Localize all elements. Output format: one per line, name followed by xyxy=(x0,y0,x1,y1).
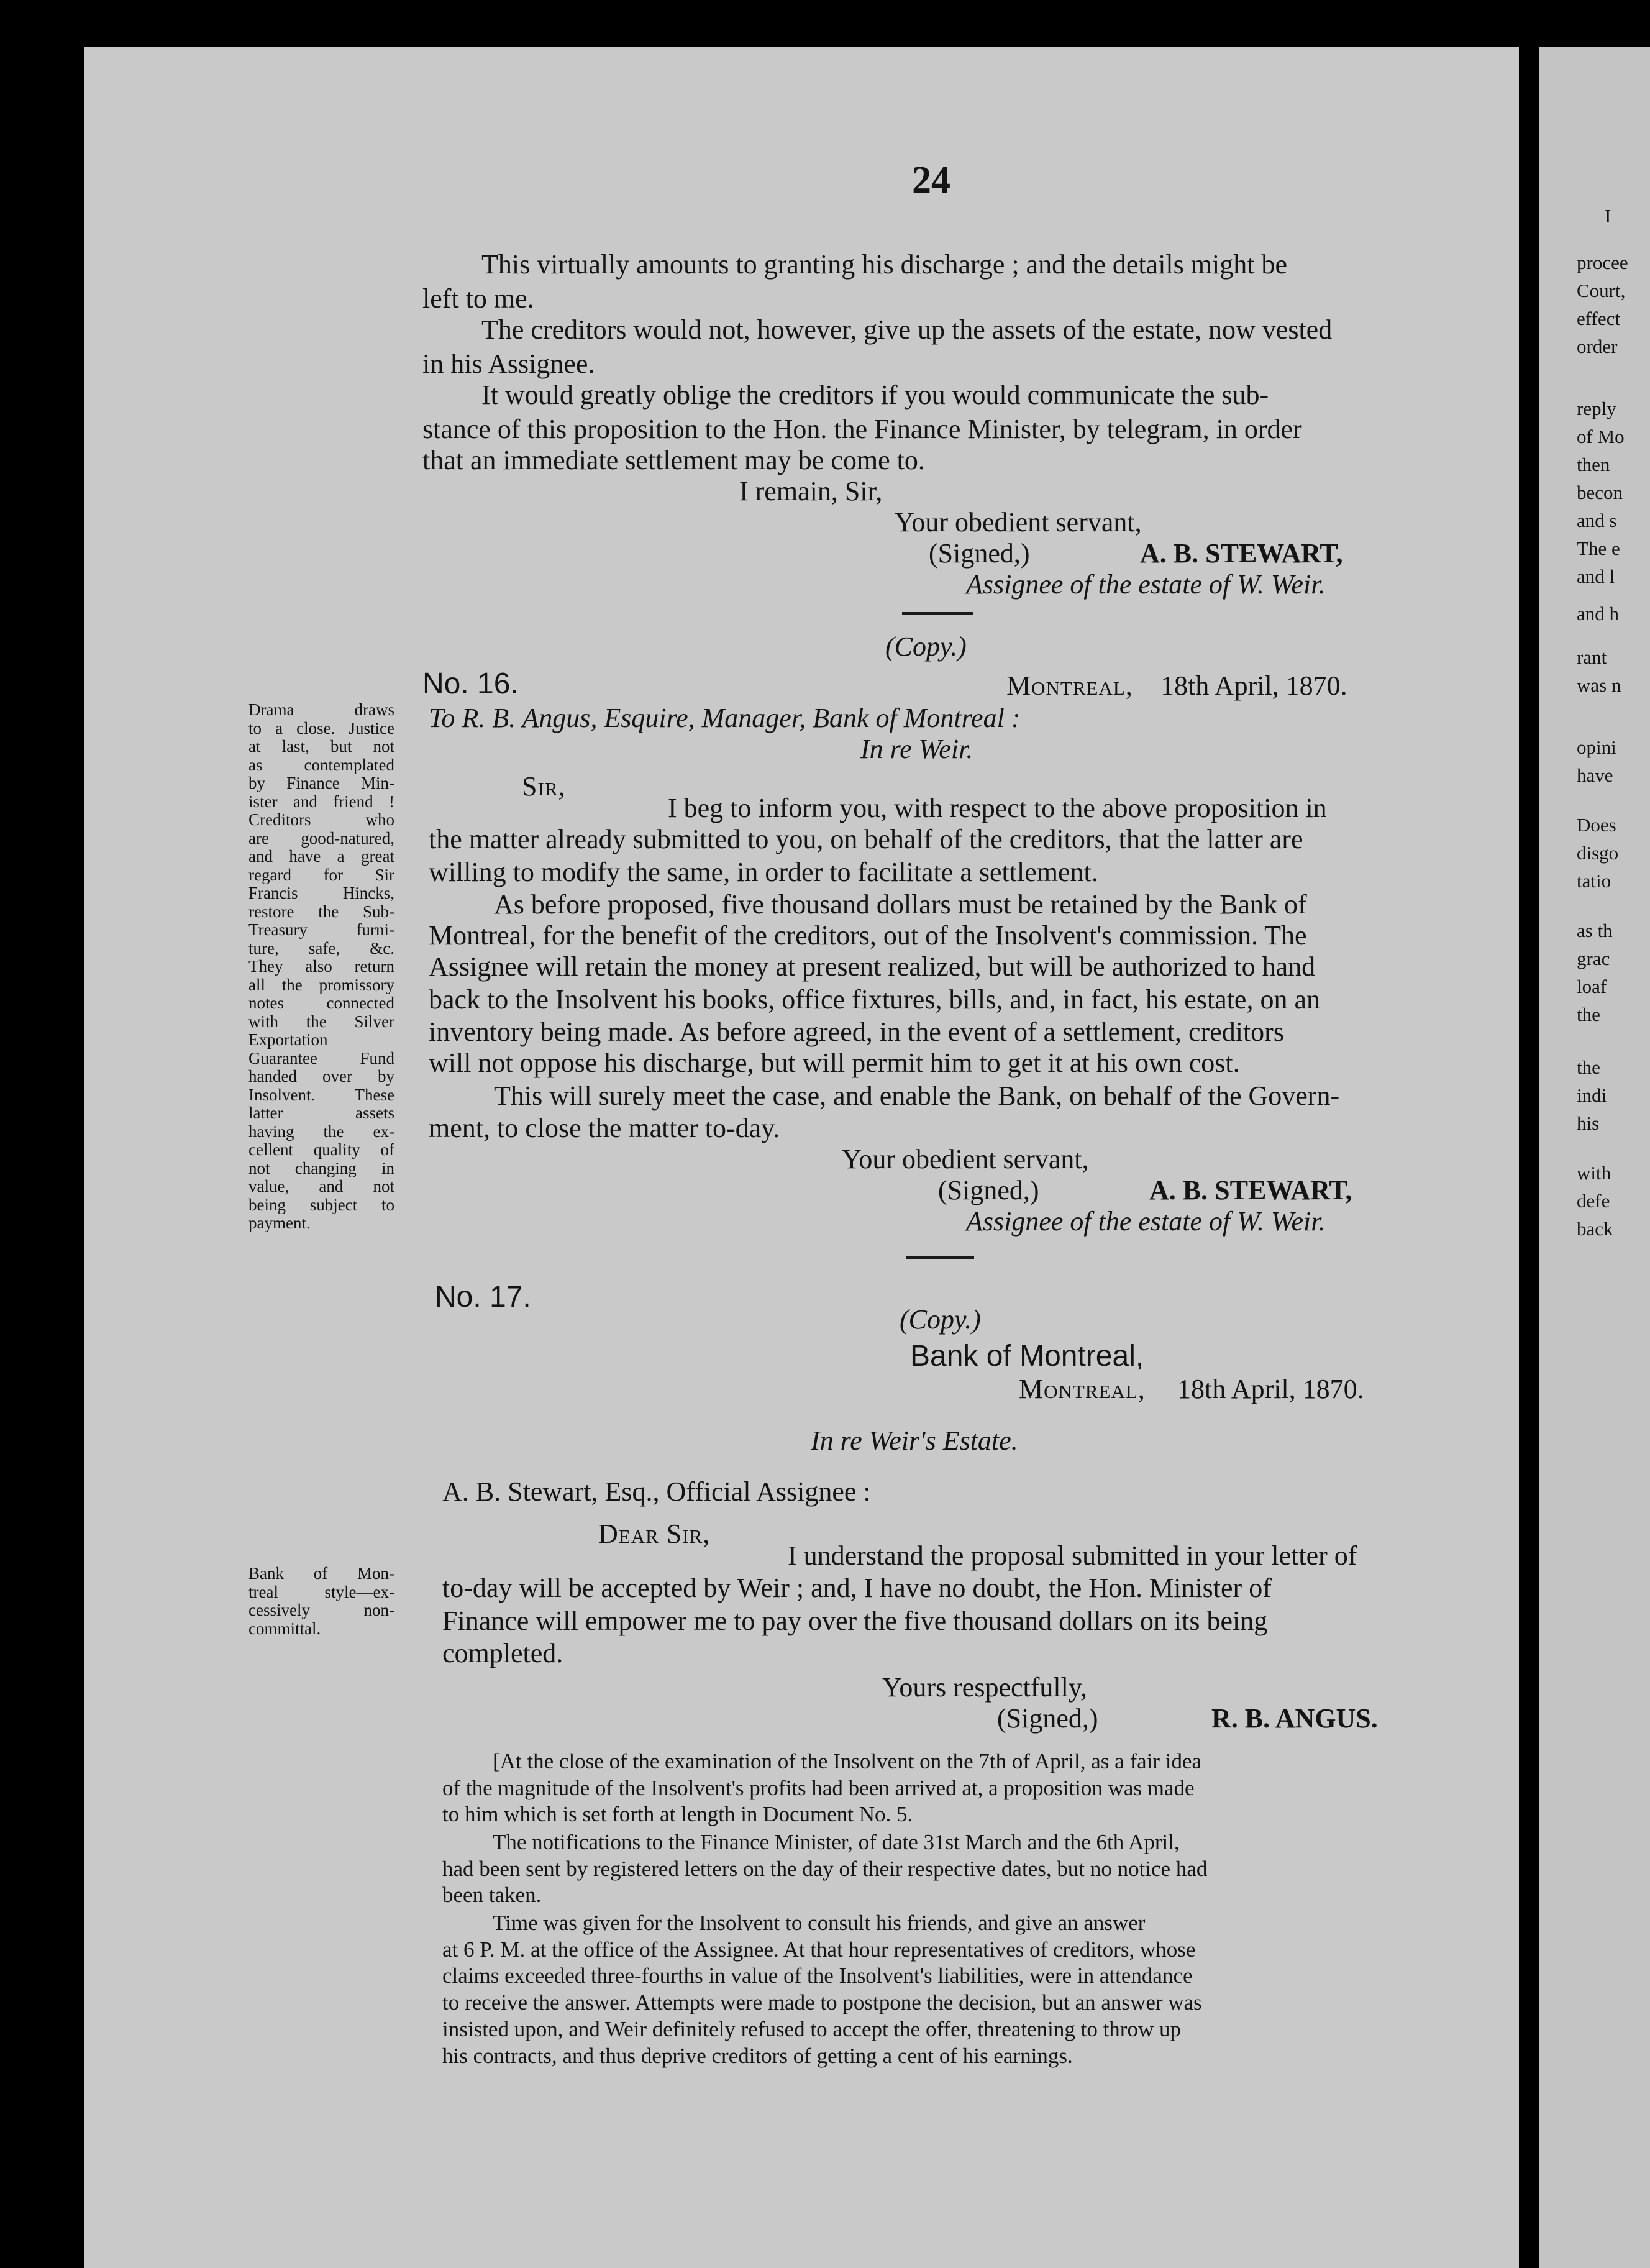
margin-line: committal. xyxy=(248,1619,321,1638)
fragment-line: rant xyxy=(1577,646,1607,668)
fragment-line: Court, xyxy=(1577,280,1626,301)
text-line: Montreal, for the benefit of the creditors, out of the Insolvent's commission. The xyxy=(429,920,1307,951)
salutation: Sir, xyxy=(522,771,566,802)
signatory-name: A. B. STEWART, xyxy=(1149,1175,1352,1205)
text-line: willing to modify the same, in order to facilitate a settlement. xyxy=(429,857,1098,887)
closing-remain: I remain, Sir, xyxy=(739,476,883,506)
fragment-line: opini xyxy=(1577,736,1616,758)
closing-respectfully: Yours respectfully, xyxy=(882,1672,1087,1703)
fragment-line: and l xyxy=(1577,565,1615,587)
text-line: stance of this proposition to the Hon. the Finance Minister, by telegram, in order xyxy=(422,414,1302,444)
note-line: to receive the answer. Attempts were made to postpone the decision, but an answer was xyxy=(442,1990,1202,2014)
signed-label: (Signed,) xyxy=(929,538,1030,569)
fragment-line: back xyxy=(1577,1218,1613,1240)
margin-line: They also return xyxy=(248,957,394,976)
fragment-line: The e xyxy=(1577,537,1620,559)
margin-line: Insolvent. These xyxy=(248,1085,394,1104)
page-number: 24 xyxy=(912,159,950,201)
fragment-line: order xyxy=(1577,336,1618,357)
margin-line: by Finance Min- xyxy=(248,774,394,792)
text-line: to-day will be accepted by Weir ; and, I have no doubt, the Hon. Minister of xyxy=(442,1573,1272,1603)
note-line: [At the close of the examination of the Insolvent on the 7th of April, as a fair idea xyxy=(493,1749,1202,1773)
fragment-line: as th xyxy=(1577,920,1613,941)
margin-line: Creditors who xyxy=(248,810,394,829)
text-line: back to the Insolvent his books, office fixtures, bills, and, in fact, his estate, on an xyxy=(429,984,1320,1015)
text-line: will not oppose his discharge, but will permit him to get it at his own cost. xyxy=(429,1048,1240,1078)
margin-line: cessively non- xyxy=(248,1601,394,1619)
fragment-line: was n xyxy=(1577,674,1621,696)
fragment-line: have xyxy=(1577,764,1613,786)
text-line: that an immediate settlement may be come to. xyxy=(422,445,925,475)
bank-heading: Bank of Montreal, xyxy=(910,1340,1144,1373)
fragment-line: indi xyxy=(1577,1084,1607,1106)
fragment-line: his xyxy=(1577,1112,1600,1134)
margin-line: payment. xyxy=(248,1214,311,1232)
text-line: completed. xyxy=(442,1638,563,1668)
closing-servant: Your obedient servant, xyxy=(895,507,1142,537)
signatory-name: R. B. ANGUS. xyxy=(1211,1703,1378,1734)
fragment-line: the xyxy=(1577,1056,1600,1078)
margin-line: Bank of Mon- xyxy=(248,1564,394,1583)
margin-line: ister and friend ! xyxy=(248,792,394,811)
divider-rule xyxy=(906,1256,974,1259)
text-line: in his Assignee. xyxy=(422,349,595,379)
signatory-name: A. B. STEWART, xyxy=(1140,538,1343,569)
adjacent-page xyxy=(1539,47,1650,2268)
margin-line: Guarantee Fund xyxy=(248,1048,394,1068)
margin-line: cellent quality of xyxy=(248,1140,394,1159)
letter-city: Montreal, xyxy=(1019,1374,1146,1404)
copy-label: (Copy.) xyxy=(885,631,967,662)
note-line: his contracts, and thus deprive creditors of getting a cent of his earnings. xyxy=(442,2044,1073,2068)
fragment-line: loaf xyxy=(1577,976,1607,997)
margin-line: handed over by xyxy=(248,1067,394,1086)
letter-date: 18th April, 1870. xyxy=(1160,670,1347,701)
margin-line: latter assets xyxy=(248,1104,394,1122)
note-line: Time was given for the Insolvent to consult his friends, and give an answer xyxy=(493,1911,1146,1935)
salutation: Dear Sir, xyxy=(598,1519,711,1549)
text-line: As before proposed, five thousand dollars must be retained by the Bank of xyxy=(494,889,1307,920)
document-number: No. 16. xyxy=(422,667,519,700)
margin-line: restore the Sub- xyxy=(248,902,394,921)
fragment-line: the xyxy=(1577,1004,1600,1025)
fragment-line: and s xyxy=(1577,510,1617,531)
note-line: been taken. xyxy=(442,1883,542,1907)
text-line: Finance will empower me to pay over the five thousand dollars on its being xyxy=(442,1606,1268,1636)
fragment-line: becon xyxy=(1577,482,1623,503)
fragment-line: then xyxy=(1577,454,1610,475)
margin-note xyxy=(248,1565,394,1638)
margin-line: ture, safe, &c. xyxy=(248,938,394,958)
note-line: The notifications to the Finance Minister, of date 31st March and the 6th April, xyxy=(493,1830,1180,1854)
margin-line: and have a great xyxy=(248,847,394,866)
margin-line: as contemplated xyxy=(248,755,394,774)
letter-date: 18th April, 1870. xyxy=(1177,1374,1364,1404)
note-line: to him which is set forth at length in Document No. 5. xyxy=(442,1802,913,1826)
letter-re: In re Weir. xyxy=(860,734,973,764)
signatory-title: Assignee of the estate of W. Weir. xyxy=(966,1206,1326,1237)
signatory-title: Assignee of the estate of W. Weir. xyxy=(966,569,1326,600)
text-line: left to me. xyxy=(422,283,534,314)
fragment-line: I xyxy=(1605,205,1611,227)
text-line: It would greatly oblige the creditors if you would communicate the sub- xyxy=(481,380,1269,410)
fragment-line: procee xyxy=(1577,252,1628,273)
text-line: inventory being made. As before agreed, in the event of a settlement, creditors xyxy=(429,1017,1284,1047)
note-line: of the magnitude of the Insolvent's profits had been arrived at, a proposition was made xyxy=(442,1776,1195,1800)
margin-line: are good-natured, xyxy=(248,828,394,848)
text-line: This will surely meet the case, and enable the Bank, on behalf of the Govern- xyxy=(494,1081,1340,1111)
fragment-line: disgo xyxy=(1577,842,1619,864)
fragment-line: grac xyxy=(1577,948,1610,969)
margin-line: not changing in xyxy=(248,1158,394,1177)
margin-line: Francis Hincks, xyxy=(248,884,394,902)
fragment-line: Does xyxy=(1577,814,1616,836)
margin-line: to a close. Justice xyxy=(248,718,394,738)
letter-re: In re Weir's Estate. xyxy=(811,1425,1018,1456)
signed-label: (Signed,) xyxy=(938,1175,1039,1205)
copy-label: (Copy.) xyxy=(900,1304,981,1335)
text-line: I understand the proposal submitted in your letter of xyxy=(788,1540,1357,1571)
document-number: No. 17. xyxy=(435,1281,531,1314)
margin-line: at last, but not xyxy=(248,737,394,756)
margin-note xyxy=(248,701,394,1233)
fragment-line: with xyxy=(1577,1162,1611,1184)
note-line: insisted upon, and Weir definitely refused to accept the offer, threatening to throw up xyxy=(442,2017,1181,2041)
text-line: This virtually amounts to granting his discharge ; and the details might be xyxy=(481,249,1287,280)
letter-addressee: A. B. Stewart, Esq., Official Assignee : xyxy=(442,1476,871,1507)
text-line: The creditors would not, however, give up the assets of the estate, now vested xyxy=(481,314,1333,345)
text-line: ment, to close the matter to-day. xyxy=(429,1113,780,1143)
fragment-line: reply xyxy=(1577,398,1616,419)
text-line: I beg to inform you, with respect to the above proposition in xyxy=(668,793,1327,823)
note-line: claims exceeded three-fourths in value of the Insolvent's liabilities, were in attendance xyxy=(442,1964,1193,1988)
margin-line: value, and not xyxy=(248,1177,394,1196)
margin-line: notes connected xyxy=(248,994,394,1012)
divider-rule xyxy=(902,612,973,615)
closing-servant: Your obedient servant, xyxy=(842,1144,1089,1174)
text-line: the matter already submitted to you, on behalf of the creditors, that the latter are xyxy=(429,824,1303,854)
fragment-line: defe xyxy=(1577,1190,1610,1212)
fragment-line: of Mo xyxy=(1577,426,1625,447)
margin-line: being subject to xyxy=(248,1195,394,1214)
margin-line: with the Silver xyxy=(248,1012,394,1031)
margin-line: all the promissory xyxy=(248,975,394,994)
note-line: at 6 P. M. at the office of the Assignee. At that hour representatives of creditors, whose xyxy=(442,1937,1196,1962)
note-line: had been sent by registered letters on the day of their respective dates, but no notice had xyxy=(442,1857,1208,1881)
margin-line: regard for Sir xyxy=(248,865,394,884)
margin-line: Treasury furni- xyxy=(248,920,394,939)
text-line: Assignee will retain the money at present realized, but will be authorized to hand xyxy=(429,951,1316,982)
signed-label: (Signed,) xyxy=(997,1703,1098,1734)
fragment-line: effect xyxy=(1577,308,1620,329)
margin-line: Exportation xyxy=(248,1030,328,1049)
fragment-line: and h xyxy=(1577,603,1620,624)
fragment-line: tatio xyxy=(1577,870,1611,892)
letter-addressee: To R. B. Angus, Esquire, Manager, Bank of Montreal : xyxy=(429,703,1021,733)
margin-line: Drama draws xyxy=(248,700,394,719)
letter-city: Montreal, xyxy=(1006,670,1133,701)
margin-line: having the ex- xyxy=(248,1122,394,1141)
margin-line: treal style—ex- xyxy=(248,1582,394,1601)
